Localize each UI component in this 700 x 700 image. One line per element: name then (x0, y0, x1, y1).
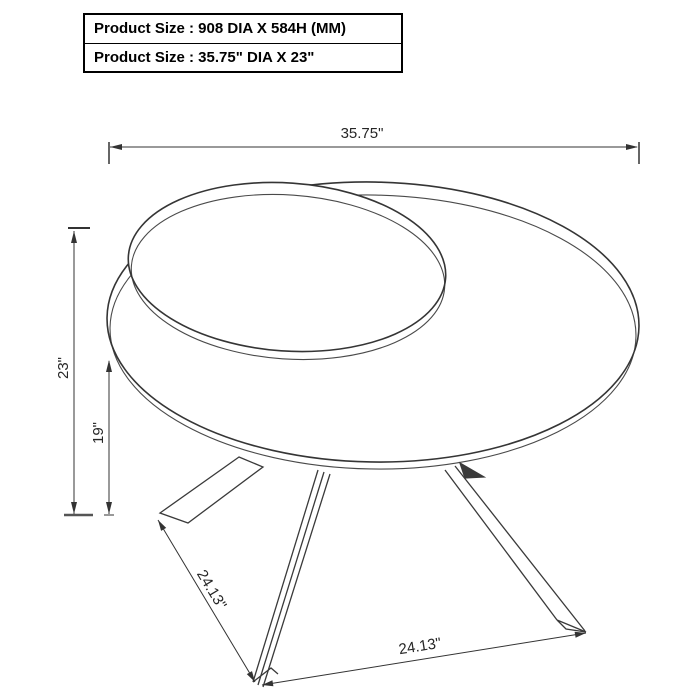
arrow-right-icon (575, 632, 586, 638)
arrow-right-icon (626, 144, 638, 150)
arrow-downright-icon (247, 671, 255, 682)
arrow-down-icon (106, 502, 112, 514)
leg-middle (253, 470, 330, 687)
leg-left (160, 457, 263, 523)
arrow-up-icon (106, 360, 112, 372)
dim-label-under-top-height: 19" (90, 422, 107, 445)
dim-label-leg-spread-front: 24.13" (397, 634, 443, 659)
dim-label-top-diameter: 35.75" (340, 125, 384, 142)
leg-right (445, 466, 586, 632)
arrow-up-icon (71, 231, 77, 243)
arrow-left-icon (110, 144, 122, 150)
product-size-row-mm: Product Size : 908 DIA X 584H (MM) (85, 15, 401, 44)
arrow-down-icon (71, 502, 77, 514)
dim-top-width (109, 142, 639, 164)
product-size-row-inch: Product Size : 35.75" DIA X 23" (94, 49, 315, 66)
legs (160, 457, 586, 687)
dim-label-overall-height: 23" (55, 357, 72, 380)
leg-back-stub (460, 463, 484, 478)
arrow-upleft-icon (158, 520, 166, 531)
dim-label-leg-spread-left: 24.13" (193, 566, 230, 613)
